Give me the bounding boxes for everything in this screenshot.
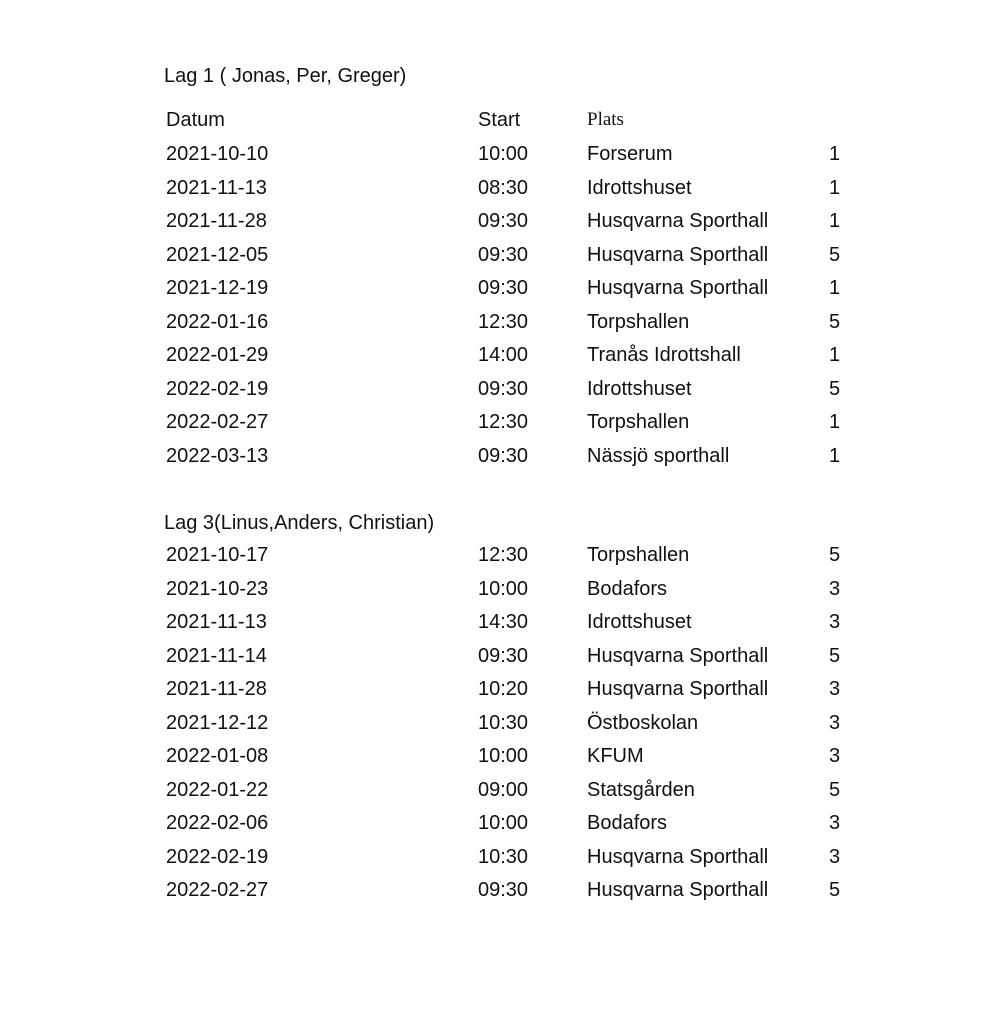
row-date: 2022-02-06 xyxy=(166,812,269,834)
row-start: 09:30 xyxy=(478,377,529,400)
row-place: Torpshallen xyxy=(587,411,690,433)
table-row xyxy=(0,238,1000,272)
row-date: 2021-10-17 xyxy=(166,544,269,566)
row-place: Husqvarna Sporthall xyxy=(587,243,769,266)
row-number: 3 xyxy=(829,611,841,633)
row-number: 5 xyxy=(829,879,841,901)
row-date: 2021-11-28 xyxy=(166,210,267,232)
row-number: 3 xyxy=(829,812,841,834)
table-row xyxy=(0,305,1000,339)
table-row xyxy=(0,171,1000,205)
row-start: 09:30 xyxy=(478,210,529,232)
row-number: 3 xyxy=(829,845,841,868)
row-place: Husqvarna Sporthall xyxy=(587,678,769,700)
row-date: 2022-01-29 xyxy=(166,344,269,366)
row-start: 10:30 xyxy=(478,845,529,868)
row-date: 2021-12-12 xyxy=(166,711,269,734)
row-start: 09:30 xyxy=(478,444,529,467)
row-start: 14:30 xyxy=(478,611,529,633)
row-number: 3 xyxy=(829,745,841,767)
row-number: 5 xyxy=(829,310,841,333)
row-start: 09:00 xyxy=(478,778,529,801)
row-place: Bodafors xyxy=(587,812,668,834)
row-date: 2021-10-23 xyxy=(166,577,269,600)
row-start: 09:30 xyxy=(478,879,529,901)
row-number: 3 xyxy=(829,577,841,600)
row-place: Husqvarna Sporthall xyxy=(587,644,769,667)
row-place: Idrottshuset xyxy=(587,176,692,199)
table-row xyxy=(0,405,1000,439)
row-start: 12:30 xyxy=(478,411,529,433)
row-start: 12:30 xyxy=(478,310,529,333)
row-date: 2021-11-28 xyxy=(166,678,267,700)
team1-title: Lag 1 ( Jonas, Per, Greger) xyxy=(164,65,407,87)
row-date: 2021-11-13 xyxy=(166,176,267,199)
row-place: Idrottshuset xyxy=(587,611,692,633)
row-number: 5 xyxy=(829,778,841,801)
row-number: 1 xyxy=(829,176,841,199)
row-number: 1 xyxy=(829,344,841,366)
row-place: Torpshallen xyxy=(587,544,690,566)
row-number: 1 xyxy=(829,411,841,433)
row-number: 3 xyxy=(829,711,841,734)
row-start: 10:30 xyxy=(478,711,529,734)
row-place: Idrottshuset xyxy=(587,377,692,400)
row-place: KFUM xyxy=(587,745,644,767)
table-row xyxy=(0,739,1000,773)
table-row xyxy=(0,840,1000,874)
row-start: 09:30 xyxy=(478,243,529,266)
table-row xyxy=(0,706,1000,740)
row-number: 5 xyxy=(829,243,841,266)
row-start: 10:00 xyxy=(478,812,529,834)
row-number: 1 xyxy=(829,277,841,299)
table-row xyxy=(0,271,1000,305)
table-row xyxy=(0,538,1000,572)
table-row xyxy=(0,439,1000,473)
row-number: 5 xyxy=(829,544,841,566)
row-number: 1 xyxy=(829,444,841,467)
table-row xyxy=(0,204,1000,238)
row-place: Bodafors xyxy=(587,577,668,600)
row-start: 10:00 xyxy=(478,745,529,767)
header-date: Datum xyxy=(166,109,225,131)
row-place: Husqvarna Sporthall xyxy=(587,277,769,299)
row-date: 2022-01-08 xyxy=(166,745,269,767)
row-start: 08:30 xyxy=(478,176,529,199)
row-date: 2021-10-10 xyxy=(166,143,269,165)
row-start: 10:20 xyxy=(478,678,529,700)
row-number: 3 xyxy=(829,678,841,700)
row-place: Husqvarna Sporthall xyxy=(587,845,769,868)
row-date: 2021-12-19 xyxy=(166,277,269,299)
row-start: 09:30 xyxy=(478,277,529,299)
row-date: 2022-01-22 xyxy=(166,778,269,801)
header-start: Start xyxy=(478,109,521,131)
table-row xyxy=(0,639,1000,673)
row-start: 10:00 xyxy=(478,143,529,165)
row-start: 09:30 xyxy=(478,644,529,667)
row-place: Husqvarna Sporthall xyxy=(587,210,769,232)
row-start: 10:00 xyxy=(478,577,529,600)
table-row xyxy=(0,773,1000,807)
row-date: 2022-02-27 xyxy=(166,411,269,433)
row-place: Forserum xyxy=(587,143,673,165)
row-place: Tranås Idrottshall xyxy=(587,344,741,366)
row-date: 2022-03-13 xyxy=(166,444,269,467)
row-date: 2021-11-14 xyxy=(166,644,267,667)
header-place: Plats xyxy=(587,109,624,130)
row-number: 5 xyxy=(829,377,841,400)
table-row xyxy=(0,605,1000,639)
row-start: 12:30 xyxy=(478,544,529,566)
row-start: 14:00 xyxy=(478,344,529,366)
row-date: 2021-11-13 xyxy=(166,611,267,633)
row-place: Statsgården xyxy=(587,778,695,801)
row-number: 5 xyxy=(829,644,841,667)
row-date: 2022-02-27 xyxy=(166,879,269,901)
table-row xyxy=(0,137,1000,171)
table-row xyxy=(0,806,1000,840)
team1-header-row xyxy=(0,103,1000,137)
row-place: Torpshallen xyxy=(587,310,690,333)
row-place: Husqvarna Sporthall xyxy=(587,879,769,901)
table-row xyxy=(0,372,1000,406)
team3-title: Lag 3(Linus,Anders, Christian) xyxy=(164,512,435,534)
table-row xyxy=(0,572,1000,606)
row-place: Östboskolan xyxy=(587,711,699,734)
row-place: Nässjö sporthall xyxy=(587,444,730,467)
table-row xyxy=(0,338,1000,372)
row-date: 2022-01-16 xyxy=(166,310,269,333)
table-row xyxy=(0,672,1000,706)
table-row xyxy=(0,873,1000,907)
row-date: 2021-12-05 xyxy=(166,243,269,266)
row-number: 1 xyxy=(829,143,841,165)
row-date: 2022-02-19 xyxy=(166,377,269,400)
row-number: 1 xyxy=(829,210,841,232)
row-date: 2022-02-19 xyxy=(166,845,269,868)
